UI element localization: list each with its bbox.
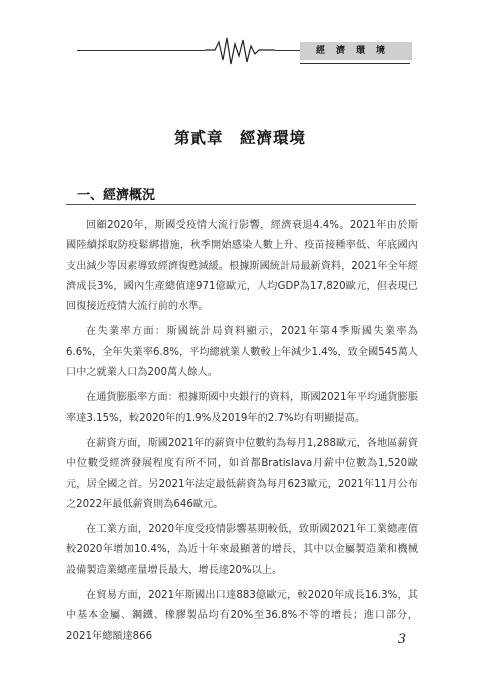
chapter-title: 第貳章 經濟環境 <box>173 128 306 147</box>
heartbeat-line-icon <box>205 34 275 68</box>
paragraph: 在通貨膨脹率方面：根據斯國中央銀行的資料，斯國2021年平均通貨膨脹率達3.15%，較2020年的1.9%及2019年的2.7%均有明顯提高。 <box>66 392 418 424</box>
running-header <box>0 30 480 70</box>
paragraph: 在貿易方面，2021年斯國出口達883億歐元，較2020年成長16.3%，其中基本金屬、鋼鐵、橡膠製品均有20%至36.8%不等的增長；進口部分，2021年總額達866 <box>66 590 418 642</box>
header-label: 經濟環境 <box>300 42 412 60</box>
paragraph: 在工業方面，2020年度受疫情影響基期較低，致斯國2021年工業總產值較2020年增加10.4%，為近十年來最顯著的增長，其中以金屬製造業和機械設備製造業總產量增長最大，增長達20%以上。 <box>66 524 418 576</box>
section-rule <box>66 204 416 205</box>
body-text <box>66 216 418 652</box>
paragraph: 在失業率方面：斯國統計局資料顯示，2021年第4季斯國失業率為6.6%，全年失業率6.8%，平均總就業人數較上年減少1.4%，致全國545萬人口中之就業人口為200萬人餘人。 <box>66 326 418 379</box>
section-title: 一、經濟概況 <box>77 188 156 203</box>
paragraph: 回顧2020年，斯國受疫情大流行影響，經濟衰退4.4%。2021年由於斯國陸續採取防疫鬆綁措施，秋季開始感染人數上升、疫苗接種率低、年底國內支出減少等因素導致經濟復甦減緩。根據斯國統計局最新資料，2021年全年經濟成長3%，國內生產總值達971億歐元，人均GDP為17,820歐元，但表現已回復接近疫情大流行前的水準。 <box>66 220 418 313</box>
paragraph: 在薪資方面，斯國2021年的薪資中位數約為每月1,288歐元，各地區薪資中位數受經濟發展程度有所不同，如首都Bratislava月薪中位數為1,520歐元，居全國之首。另2021年法定最低薪資為每月623歐元，2021年11月公布之2022年最低薪資則為646歐元。 <box>66 437 418 510</box>
header-rule-lower <box>300 63 410 64</box>
page-number: 3 <box>397 632 406 647</box>
